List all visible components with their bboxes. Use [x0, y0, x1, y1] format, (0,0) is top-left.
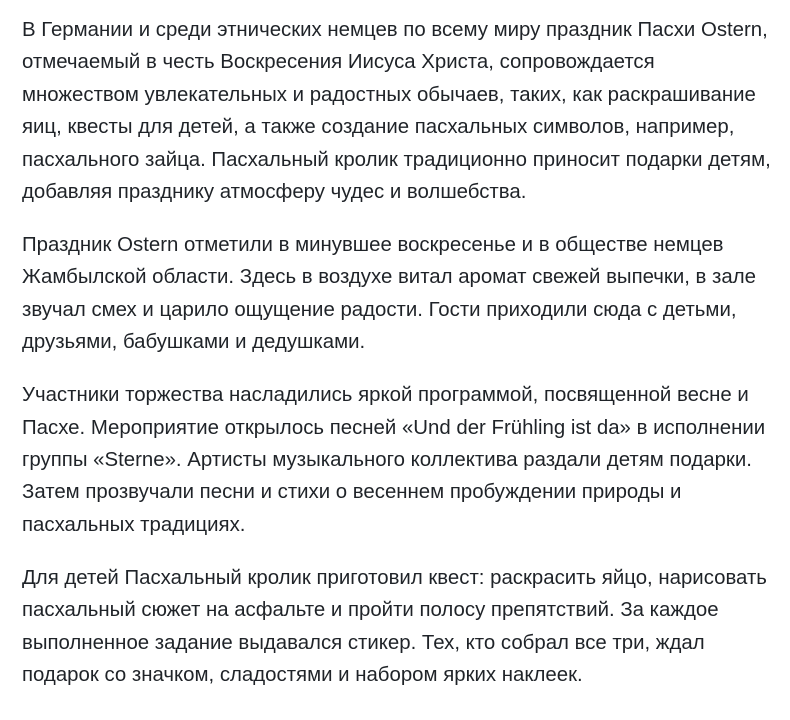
article-paragraph-4: Для детей Пасхальный кролик приготовил квест: раскрасить яйцо, нарисовать пасхальный сюжет на асфальте и пройти полосу препятствий. За каждое выполненное задание выдавался стикер. Тех, кто собрал все три, ждал подарок со значком, сладостями и набором ярких наклеек. — [22, 566, 767, 687]
article-paragraph-1: В Германии и среди этнических немцев по всему миру праздник Пасхи Ostern, отмечаемый в честь Воскресения Иисуса Христа, сопровождается множеством увлекательных и радостных обычаев, таких, как раскрашивание яиц, квесты для детей, а также создание пасхальных символов, например, пасхального зайца. Пасхальный кролик традиционно приносит подарки детям, добавляя празднику атмосферу чудес и волшебства. — [22, 19, 771, 204]
article-paragraph-3: Участники торжества насладились яркой программой, посвященной весне и Пасхе. Мероприятие открылось песней «Und der Frühling ist da» в исполнении группы «Sterne». Артисты музыкального коллектива раздали детям подарки. Затем прозвучали песни и стихи о весеннем пробуждении природы и пасхальных традициях. — [22, 384, 766, 536]
article-body — [22, 14, 774, 692]
article-paragraph-2: Праздник Ostern отметили в минувшее воскресенье и в обществе немцев Жамбылской области. Здесь в воздухе витал аромат свежей выпечки, в зале звучал смех и царило ощущение радости. Гости приходили сюда с детьми, друзьями, бабушками и дедушками. — [22, 234, 756, 354]
